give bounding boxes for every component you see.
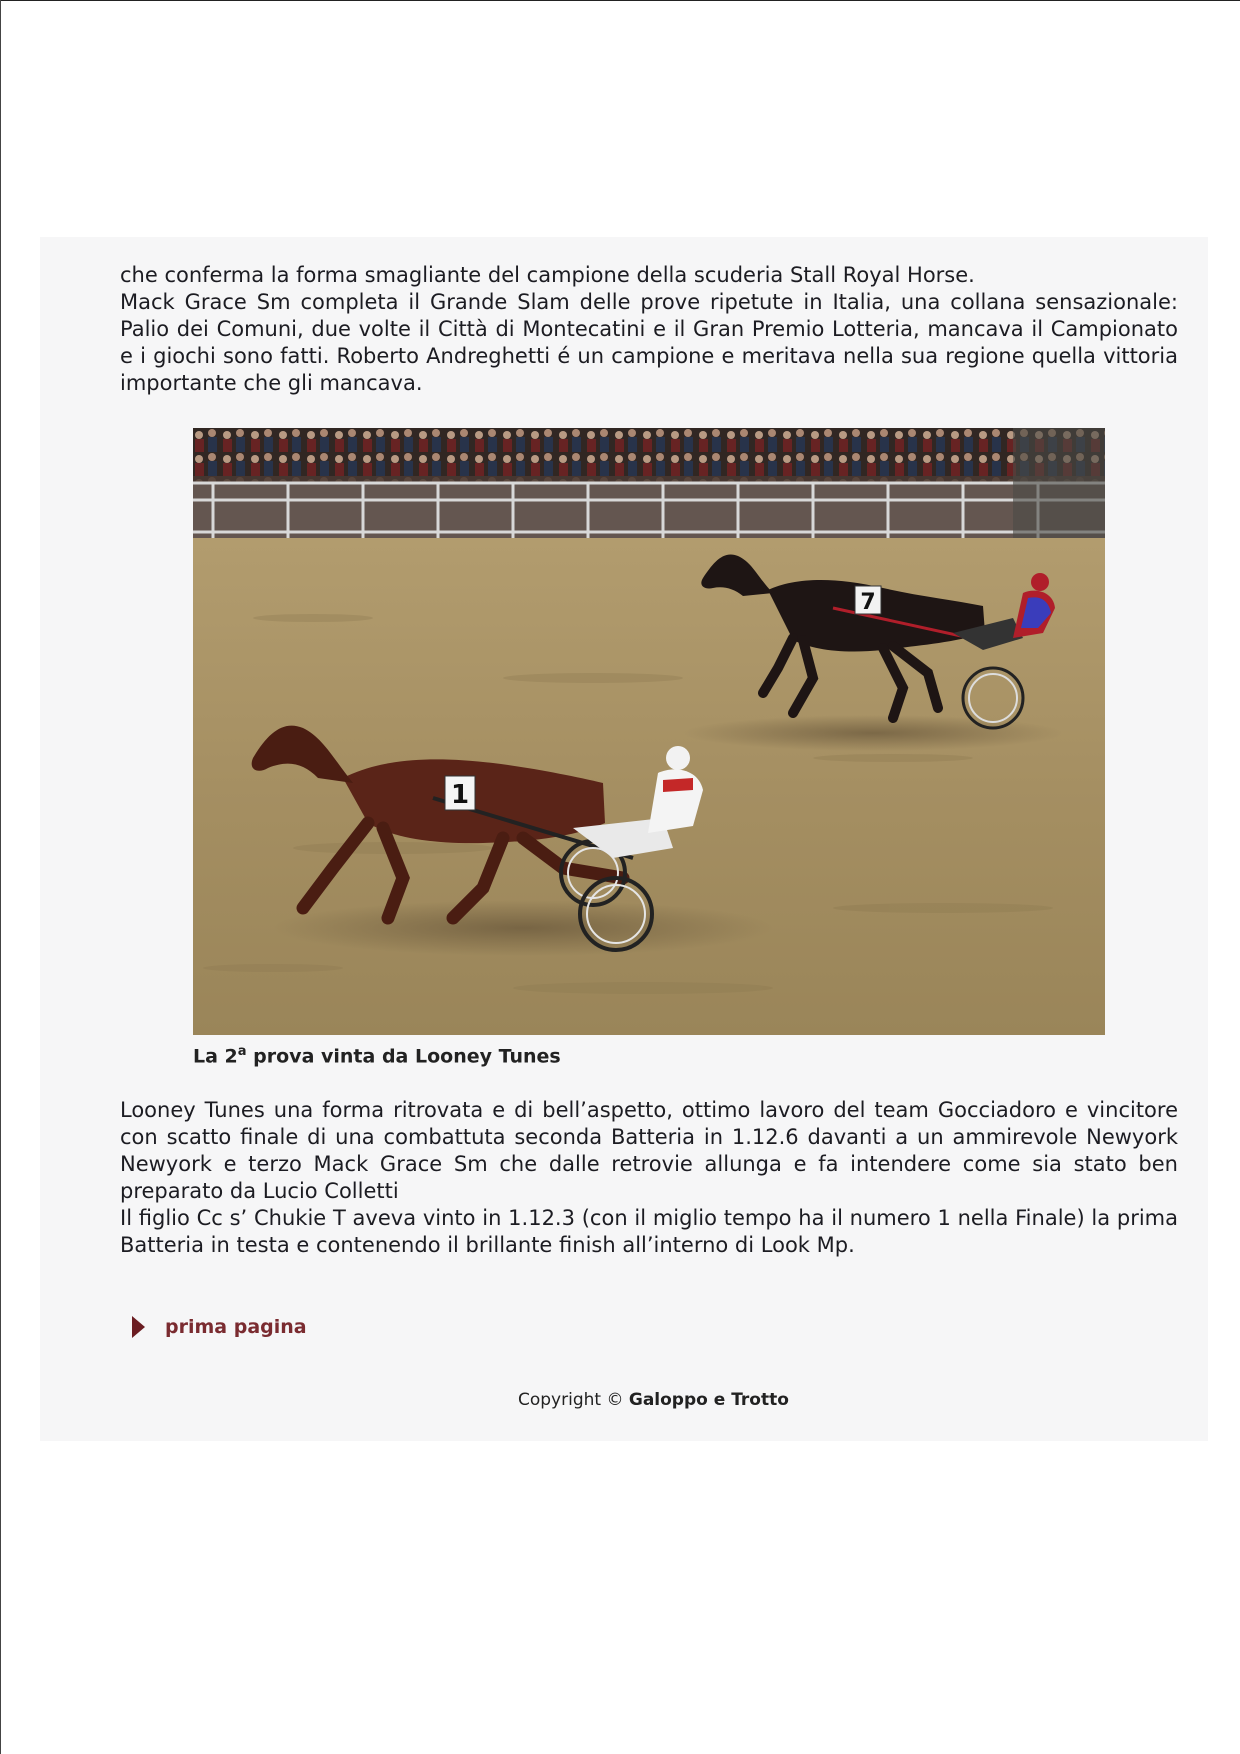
copyright-notice — [518, 1390, 789, 1410]
paragraph-intro: che conferma la forma smagliante del campione della scuderia Stall Royal Horse. — [120, 263, 975, 287]
prima-pagina-label: prima pagina — [165, 1316, 307, 1338]
caption-prefix: La 2 — [193, 1045, 238, 1068]
scan-edge-top — [0, 0, 1240, 1]
bib-number-front: 1 — [450, 780, 470, 810]
copyright-prefix: Copyright © — [518, 1390, 629, 1410]
arrow-right-icon — [132, 1316, 145, 1338]
paragraph-chukie: Il figlio Cc s’ Chukie T aveva vinto in 1.12.3 (con il miglio tempo ha il numero 1 nella Finale) la prima Batteria in testa e contenendo il brillante finish all’interno di Look Mp. — [120, 1206, 1178, 1257]
copyright-owner: Galoppo e Trotto — [628, 1390, 789, 1410]
caption-rest: prova vinta da Looney Tunes — [246, 1045, 561, 1068]
article-lower — [120, 1097, 1178, 1259]
race-photo — [193, 428, 1105, 1035]
paragraph-grand-slam: Mack Grace Sm completa il Grande Slam delle prove ripetute in Italia, una collana sensazionale: Palio dei Comuni, due volte il Città di Montecatini e il Gran Premio Lotteria, mancava il Campionato e i giochi sono fatti. Roberto Andreghetti é un campione e meritava nella sua regione quella vittoria importante che gli mancava. — [120, 290, 1178, 395]
prima-pagina-link[interactable] — [132, 1316, 307, 1338]
bib-number-back: 7 — [860, 590, 876, 615]
article-upper — [120, 262, 1178, 397]
paragraph-looney-tunes: Looney Tunes una forma ritrovata e di bell’aspetto, ottimo lavoro del team Gocciadoro e vincitore con scatto finale di una combattuta seconda Batteria in 1.12.6 davanti a un ammirevole Newyork Newyork e terzo Mack Grace Sm che dalle retrovie allunga e fa intendere come sia stato ben preparato da Lucio Colletti — [120, 1098, 1178, 1203]
caption-superscript: a — [237, 1044, 247, 1059]
photo-caption — [193, 1044, 561, 1067]
scan-edge-left — [0, 0, 1, 1754]
